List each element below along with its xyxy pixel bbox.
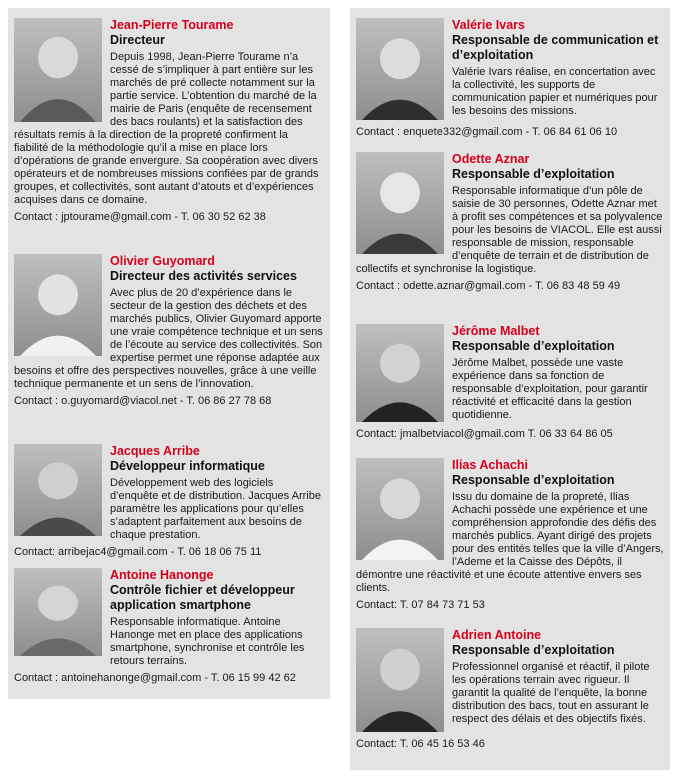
person-name: Odette Aznar xyxy=(452,152,530,166)
person-role: Directeur des activités services xyxy=(110,269,297,283)
person-role: Directeur xyxy=(110,33,165,47)
profile-card xyxy=(14,18,324,224)
profile-card xyxy=(356,458,664,612)
profile-photo xyxy=(356,18,444,120)
person-contact: Contact: T. 06 45 16 53 46 xyxy=(356,738,485,750)
profile-photo xyxy=(356,152,444,254)
person-role: Responsable d’exploitation xyxy=(452,473,615,487)
person-contact: Contact: T. 07 84 73 71 53 xyxy=(356,599,485,611)
person-description: Responsable informatique d’un pôle de saisie de 30 personnes, Odette Aznar met à profit ses compétences et sa polyvalence pour les besoins de VIACOL. Elle est aussi responsable de mission, responsable d’enquête de terrain et de distribution de collectifs et synchronise la logistique. xyxy=(356,185,663,275)
person-role: Responsable de communication et d’exploitation xyxy=(452,33,659,62)
person-contact: Contact: arribejac4@gmail.com - T. 06 18 06 75 11 xyxy=(14,546,262,558)
profile-photo xyxy=(14,254,102,356)
person-description: Valérie Ivars réalise, en concertation avec la collectivité, les supports de communication papier et numériques pour les besoins des missions. xyxy=(452,66,658,117)
person-name: Olivier Guyomard xyxy=(110,254,215,268)
person-contact: Contact : jptourame@gmail.com - T. 06 30 52 62 38 xyxy=(14,211,266,223)
person-role: Responsable d’exploitation xyxy=(452,167,615,181)
person-description: Jérôme Malbet, possède une vaste expérience dans sa fonction de responsable d’exploitation, pour garantir réactivité et efficacité dans la gestion quotidienne. xyxy=(452,357,648,421)
left-column xyxy=(8,8,330,699)
person-name: Antoine Hanonge xyxy=(110,568,214,582)
person-name: Valérie Ivars xyxy=(452,18,525,32)
profile-photo xyxy=(356,324,444,422)
person-role: Contrôle fichier et développeur application smartphone xyxy=(110,583,295,612)
person-role: Responsable d’exploitation xyxy=(452,643,615,657)
profile-card xyxy=(356,152,664,293)
person-name: Adrien Antoine xyxy=(452,628,542,642)
person-description: Avec plus de 20 d’expérience dans le secteur de la gestion des déchets et des marchés publics, Olivier Guyomard apporte une vraie compétence technique et un sens de l’écoute au service des collectivités. Son expertise permet une réponse adaptée aux besoins et offre des perspectives nouvelles, grâce à une veille technique permanente et un sens de l’innovation. xyxy=(14,287,323,390)
person-role: Responsable d’exploitation xyxy=(452,339,615,353)
person-description: Issu du domaine de la propreté, Ilias Achachi possède une expérience et une compréhension approfondie des défis des marchés publics. Ayant dirigé des projets pour des entités telles que la ville d’Angers, l’Ademe et la Caisse des Dépôts, il démontre une réactivité et une écoute attentive envers ses clients. xyxy=(356,491,664,594)
profile-photo xyxy=(14,568,102,656)
person-description: Professionnel organisé et réactif, il pilote les opérations terrain avec rigueur. Il garantit la qualité de l’enquête, la bonne distribution des bacs, tout en assurant le respect des délais et des objectifs fixés. xyxy=(452,661,650,725)
profile-photo xyxy=(14,18,102,122)
profile-card xyxy=(14,568,324,685)
profile-card xyxy=(356,628,664,751)
profile-card xyxy=(14,444,324,559)
person-contact: Contact : o.guyomard@viacol.net - T. 06 86 27 78 68 xyxy=(14,395,272,407)
person-description: Depuis 1998, Jean-Pierre Tourame n’a cessé de s’impliquer à part entière sur les marchés de pré collecte notamment sur la partie service. L’obtention du marché de la mairie de Paris (enquête de recensement des bacs roulants) et la satisfaction des résultats remis à la direction de la propreté confirment la fiabilité de la méthodologie qu’il a mise en place lors d’opérations de grande envergure. Sa coopération avec divers opérateurs et de nombreuses missions confiées par de grands groupes, et collectivités, sont autant d’atouts et d’expériences acquises dans ce domaine. xyxy=(14,51,319,206)
person-name: Jérôme Malbet xyxy=(452,324,540,338)
profile-photo xyxy=(356,628,444,732)
person-role: Développeur informatique xyxy=(110,459,265,473)
profile-card xyxy=(14,254,324,408)
person-contact: Contact: jmalbetviacol@gmail.com T. 06 33 64 86 05 xyxy=(356,428,613,440)
profile-card xyxy=(356,324,664,441)
profile-photo xyxy=(356,458,444,560)
profile-photo xyxy=(14,444,102,536)
person-description: Développement web des logiciels d’enquête et de distribution. Jacques Arribe paramètre les applications pour qu’elles s’adaptent parfaitement aux besoins de chaque prestation. xyxy=(110,477,321,541)
person-contact: Contact : enquete332@gmail.com - T. 06 84 61 06 10 xyxy=(356,126,618,138)
person-contact: Contact : antoinehanonge@gmail.com - T. 06 15 99 42 62 xyxy=(14,672,296,684)
right-column xyxy=(350,8,670,770)
person-name: Ilias Achachi xyxy=(452,458,528,472)
person-description: Responsable informatique. Antoine Hanonge met en place des applications smartphone, synchronise et contrôle les retours terrains. xyxy=(110,616,305,667)
person-contact: Contact : odette.aznar@gmail.com - T. 06 83 48 59 49 xyxy=(356,280,621,292)
person-name: Jacques Arribe xyxy=(110,444,200,458)
person-name: Jean-Pierre Tourame xyxy=(110,18,234,32)
profile-card xyxy=(356,18,664,139)
